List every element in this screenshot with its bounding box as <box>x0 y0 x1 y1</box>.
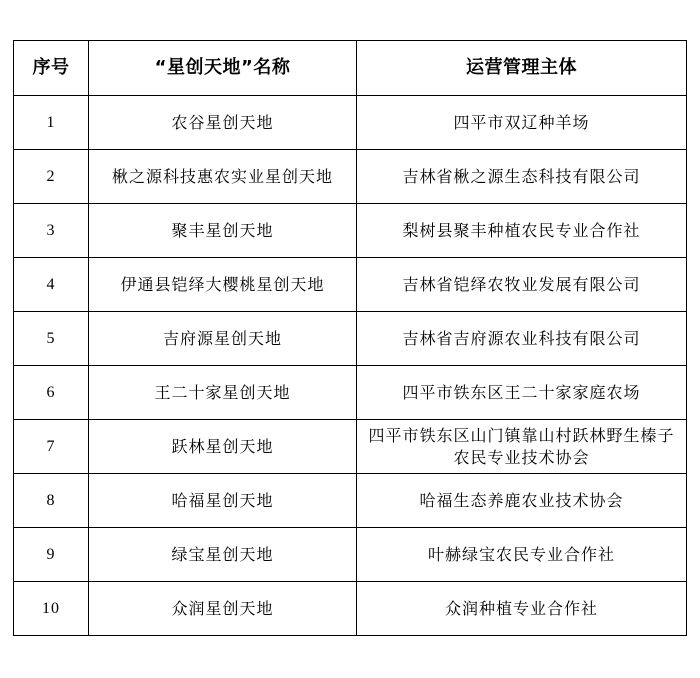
row-number: 8 <box>14 474 89 528</box>
row-name: 王二十家星创天地 <box>89 366 357 420</box>
table-row <box>14 528 687 582</box>
row-name: 跃林星创天地 <box>89 420 357 474</box>
row-number: 10 <box>14 582 89 636</box>
table-header-row <box>14 41 687 96</box>
row-operator: 四平市铁东区王二十家家庭农场 <box>357 366 687 420</box>
header-serial-number: 序号 <box>14 41 89 96</box>
row-name: 吉府源星创天地 <box>89 312 357 366</box>
row-number: 5 <box>14 312 89 366</box>
row-name: 众润星创天地 <box>89 582 357 636</box>
row-name: 哈福星创天地 <box>89 474 357 528</box>
row-operator: 吉林省楸之源生态科技有限公司 <box>357 150 687 204</box>
header-operator: 运营管理主体 <box>357 41 687 96</box>
row-operator: 吉林省吉府源农业科技有限公司 <box>357 312 687 366</box>
row-name: 楸之源科技惠农实业星创天地 <box>89 150 357 204</box>
row-number: 4 <box>14 258 89 312</box>
row-operator: 叶赫绿宝农民专业合作社 <box>357 528 687 582</box>
row-number: 2 <box>14 150 89 204</box>
row-name: 聚丰星创天地 <box>89 204 357 258</box>
table-row <box>14 312 687 366</box>
table-row <box>14 474 687 528</box>
table-row <box>14 204 687 258</box>
table-row <box>14 258 687 312</box>
table-row <box>14 96 687 150</box>
row-operator: 哈福生态养鹿农业技术协会 <box>357 474 687 528</box>
table-row <box>14 420 687 474</box>
row-operator: 四平市铁东区山门镇靠山村跃林野生榛子农民专业技术协会 <box>357 420 687 474</box>
table-row <box>14 150 687 204</box>
table-row <box>14 582 687 636</box>
row-name: 伊通县铠绎大樱桃星创天地 <box>89 258 357 312</box>
header-name: “星创天地”名称 <box>89 41 357 96</box>
row-operator: 众润种植专业合作社 <box>357 582 687 636</box>
table-row <box>14 366 687 420</box>
row-number: 6 <box>14 366 89 420</box>
row-name: 农谷星创天地 <box>89 96 357 150</box>
row-name: 绿宝星创天地 <box>89 528 357 582</box>
row-number: 9 <box>14 528 89 582</box>
row-number: 7 <box>14 420 89 474</box>
star-creation-table <box>13 40 687 636</box>
row-number: 3 <box>14 204 89 258</box>
row-operator: 四平市双辽种羊场 <box>357 96 687 150</box>
row-number: 1 <box>14 96 89 150</box>
row-operator: 吉林省铠绎农牧业发展有限公司 <box>357 258 687 312</box>
row-operator: 梨树县聚丰种植农民专业合作社 <box>357 204 687 258</box>
